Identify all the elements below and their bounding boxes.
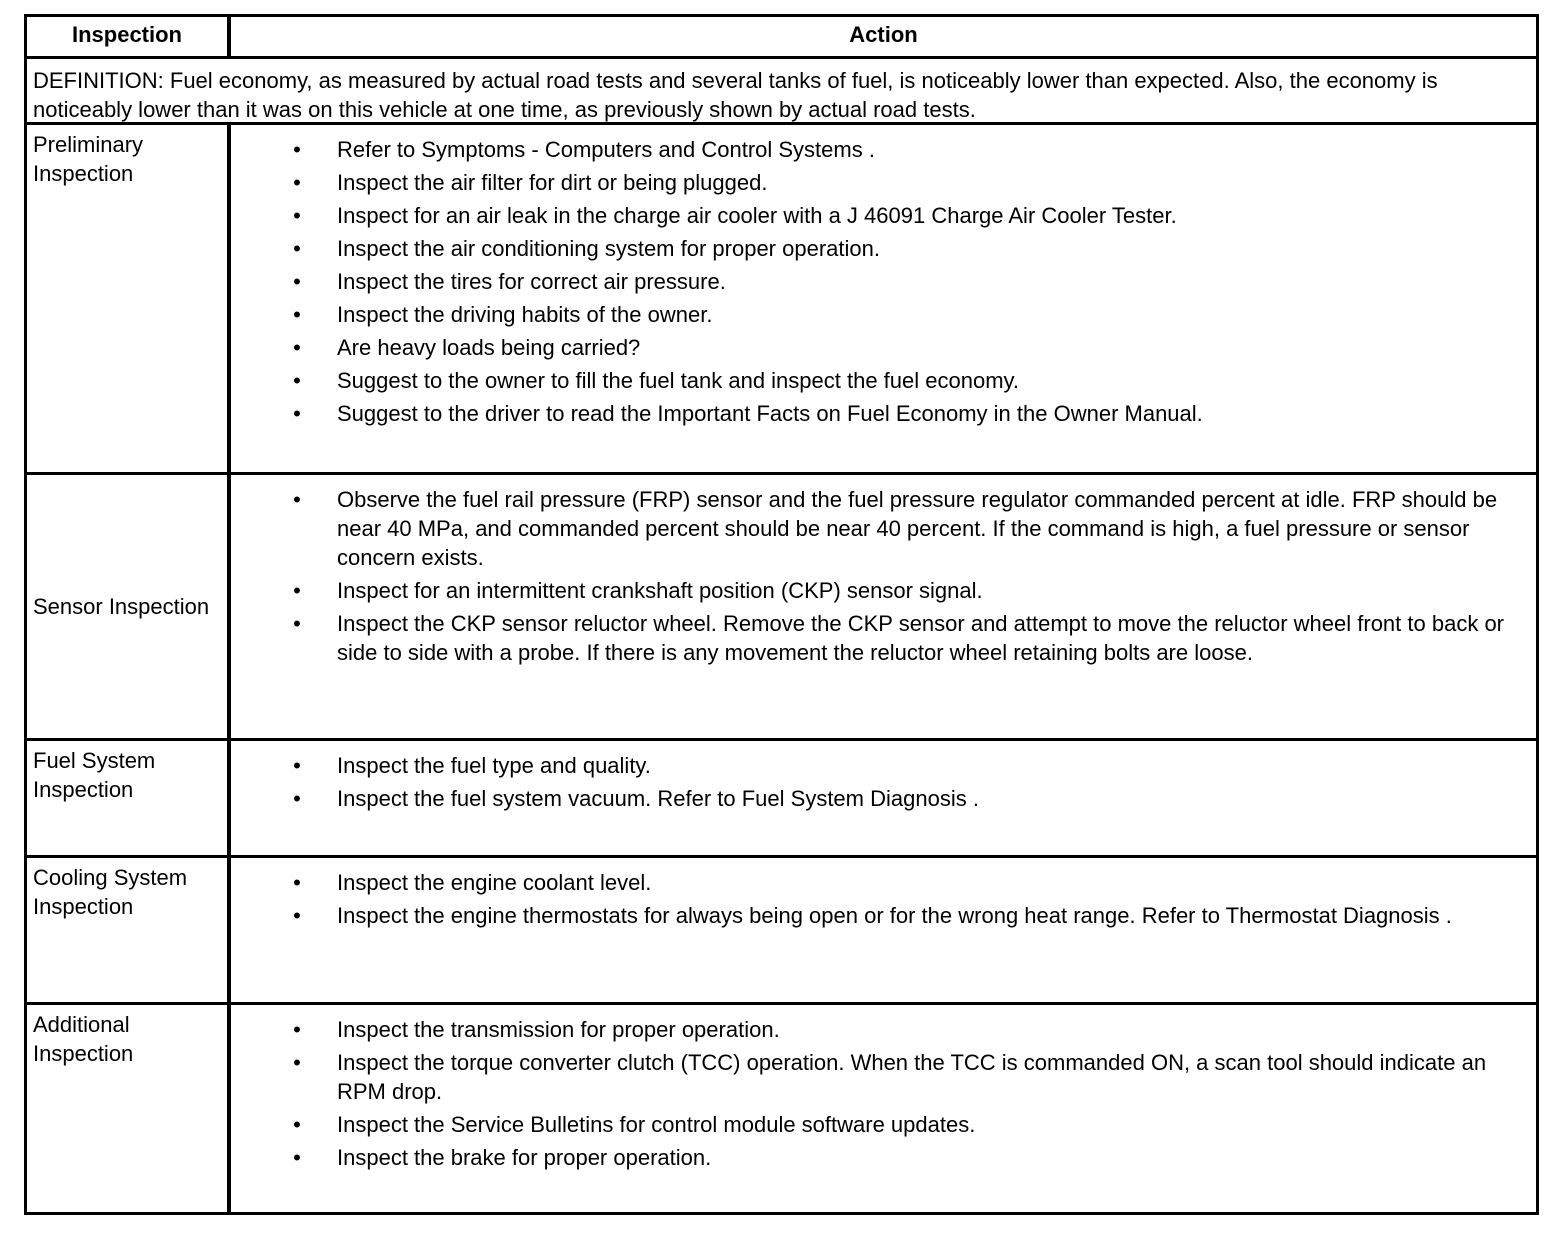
bullet-icon: • bbox=[293, 203, 301, 228]
action-item bbox=[231, 1143, 1522, 1172]
table-row bbox=[27, 122, 1536, 472]
inspection-cell: Additional Inspection bbox=[27, 1005, 231, 1212]
action-text: Inspect the fuel system vacuum. Refer to Fuel System Diagnosis . bbox=[337, 786, 979, 811]
action-item bbox=[231, 1015, 1522, 1044]
action-item bbox=[231, 168, 1522, 197]
bullet-icon: • bbox=[293, 269, 301, 294]
action-cell bbox=[231, 858, 1536, 1002]
action-text: Inspect the air conditioning system for proper operation. bbox=[337, 236, 880, 261]
bullet-icon: • bbox=[293, 302, 301, 327]
column-header-action: Action bbox=[849, 22, 918, 47]
inspection-label: Sensor Inspection bbox=[33, 594, 210, 619]
inspection-cell bbox=[27, 475, 231, 738]
table-row bbox=[27, 472, 1536, 738]
action-item bbox=[231, 485, 1522, 572]
action-text: Inspect for an air leak in the charge air cooler with a J 46091 Charge Air Cooler Tester. bbox=[337, 203, 1177, 228]
inspection-table bbox=[24, 14, 1539, 1215]
action-text: Inspect the tires for correct air pressure. bbox=[337, 269, 726, 294]
action-list bbox=[231, 1005, 1536, 1172]
bullet-icon: • bbox=[293, 903, 301, 928]
inspection-cell: Cooling System Inspection bbox=[27, 858, 231, 1002]
action-item bbox=[231, 609, 1522, 667]
action-cell bbox=[231, 741, 1536, 855]
bullet-icon: • bbox=[293, 1050, 301, 1075]
bullet-icon: • bbox=[293, 870, 301, 895]
action-item bbox=[231, 201, 1522, 230]
action-cell bbox=[231, 475, 1536, 738]
action-text: Inspect the transmission for proper operation. bbox=[337, 1017, 780, 1042]
bullet-icon: • bbox=[293, 170, 301, 195]
action-text: Observe the fuel rail pressure (FRP) sensor and the fuel pressure regulator commanded percent at idle. FRP should be near 40 MPa, and commanded percent should be near 40 percent. If the command is high, a fuel pressure or sensor concern exists. bbox=[337, 487, 1498, 570]
column-header-inspection: Inspection bbox=[27, 17, 231, 56]
action-text: Inspect for an intermittent crankshaft position (CKP) sensor signal. bbox=[337, 578, 983, 603]
action-item bbox=[231, 868, 1522, 897]
bullet-icon: • bbox=[293, 487, 301, 512]
action-text: Suggest to the owner to fill the fuel tank and inspect the fuel economy. bbox=[337, 368, 1020, 393]
action-text: Inspect the Service Bulletins for control module software updates. bbox=[337, 1112, 976, 1137]
action-list bbox=[231, 475, 1536, 667]
bullet-icon: • bbox=[293, 335, 301, 360]
inspection-cell: Fuel System Inspection bbox=[27, 741, 231, 855]
action-item bbox=[231, 300, 1522, 329]
action-item bbox=[231, 333, 1522, 362]
inspection-cell: Preliminary Inspection bbox=[27, 125, 231, 472]
action-item bbox=[231, 1048, 1522, 1106]
action-text: Inspect the CKP sensor reluctor wheel. Remove the CKP sensor and attempt to move the reluctor wheel front to back or side to side with a probe. If there is any movement the reluctor wheel retaining bolts are loose. bbox=[337, 611, 1504, 665]
bullet-icon: • bbox=[293, 368, 301, 393]
definition-text: DEFINITION: Fuel economy, as measured by actual road tests and several tanks of fuel, is noticeably lower than expected. Also, the economy is noticeably lower than it was on this vehicle at one time, as previously shown by actual road tests. bbox=[33, 68, 1438, 122]
bullet-icon: • bbox=[293, 137, 301, 162]
action-text: Inspect the air filter for dirt or being plugged. bbox=[337, 170, 768, 195]
table-row bbox=[27, 1002, 1536, 1212]
action-text: Inspect the fuel type and quality. bbox=[337, 753, 651, 778]
bullet-icon: • bbox=[293, 1145, 301, 1170]
bullet-icon: • bbox=[293, 236, 301, 261]
action-item bbox=[231, 267, 1522, 296]
action-item bbox=[231, 784, 1522, 813]
action-text: Inspect the engine thermostats for always being open or for the wrong heat range. Refer to Thermostat Diagnosis . bbox=[337, 903, 1452, 928]
action-cell bbox=[231, 125, 1536, 472]
action-text: Inspect the torque converter clutch (TCC) operation. When the TCC is commanded ON, a scan tool should indicate an RPM drop. bbox=[337, 1050, 1487, 1104]
action-list bbox=[231, 858, 1536, 930]
table-header-row bbox=[27, 17, 1536, 56]
bullet-icon: • bbox=[293, 753, 301, 778]
table-row bbox=[27, 855, 1536, 1002]
action-text: Inspect the driving habits of the owner. bbox=[337, 302, 713, 327]
action-item bbox=[231, 234, 1522, 263]
action-item bbox=[231, 135, 1522, 164]
bullet-icon: • bbox=[293, 786, 301, 811]
bullet-icon: • bbox=[293, 1112, 301, 1137]
action-item bbox=[231, 751, 1522, 780]
definition-row bbox=[27, 56, 1536, 122]
bullet-icon: • bbox=[293, 578, 301, 603]
action-cell bbox=[231, 1005, 1536, 1212]
action-text: Suggest to the driver to read the Important Facts on Fuel Economy in the Owner Manual. bbox=[337, 401, 1203, 426]
action-text: Inspect the brake for proper operation. bbox=[337, 1145, 712, 1170]
action-text: Are heavy loads being carried? bbox=[337, 335, 641, 360]
action-item bbox=[231, 366, 1522, 395]
action-item bbox=[231, 576, 1522, 605]
action-list bbox=[231, 741, 1536, 813]
bullet-icon: • bbox=[293, 401, 301, 426]
action-text: Inspect the engine coolant level. bbox=[337, 870, 652, 895]
bullet-icon: • bbox=[293, 611, 301, 636]
action-text: Refer to Symptoms - Computers and Control Systems . bbox=[337, 137, 875, 162]
action-item bbox=[231, 1110, 1522, 1139]
action-list bbox=[231, 125, 1536, 428]
action-item bbox=[231, 399, 1522, 428]
action-item bbox=[231, 901, 1522, 930]
bullet-icon: • bbox=[293, 1017, 301, 1042]
table-row bbox=[27, 738, 1536, 855]
